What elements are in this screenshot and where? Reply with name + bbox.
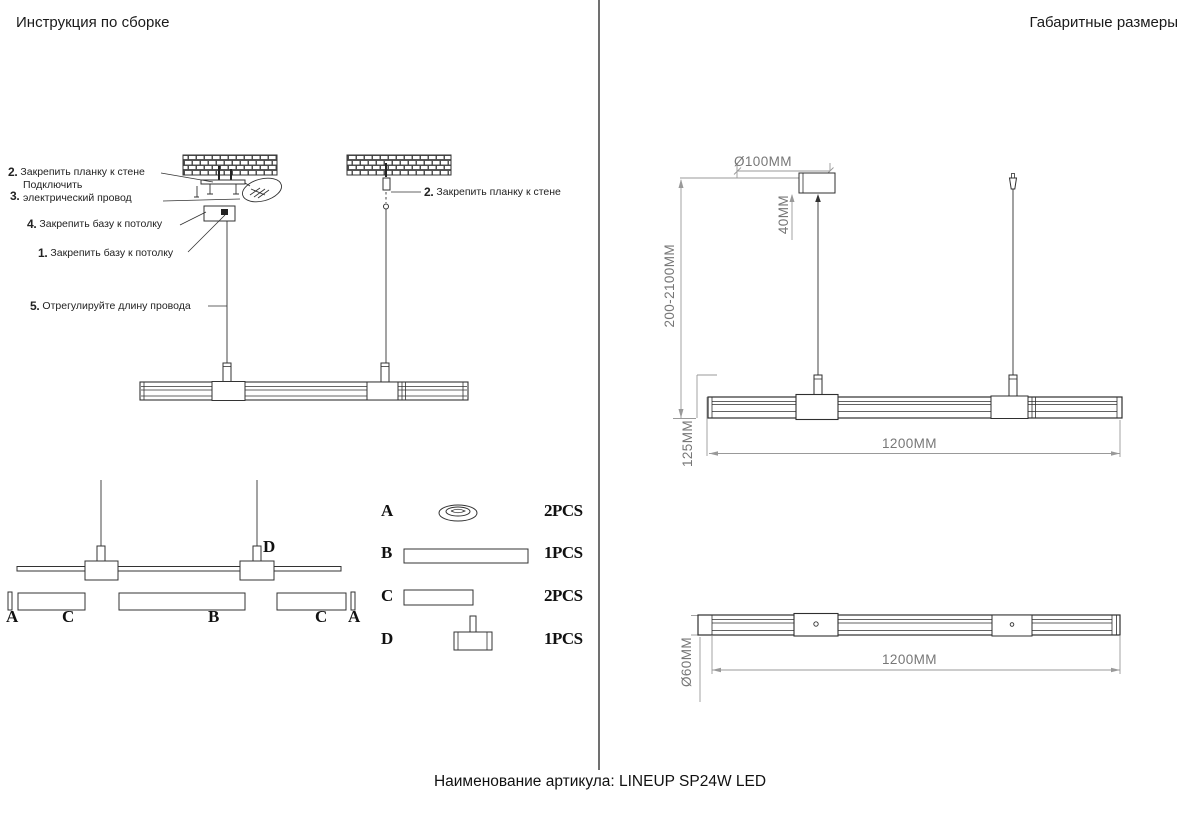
exploded-label-c-right: C <box>315 607 327 626</box>
dim-suspension-range: 200-2100MM <box>662 244 677 328</box>
wall-strip-hanger <box>383 178 390 363</box>
exploded-label-a-right: A <box>348 607 360 626</box>
parts-row-d-letter: D <box>381 629 393 648</box>
parts-list-shapes <box>404 505 528 650</box>
dim-canopy-diameter: Ø100MM <box>734 154 792 169</box>
step-text: Закрепить базу к потолку <box>50 247 174 259</box>
fixture-exploded-view <box>8 480 355 610</box>
step-label-4 <box>27 218 162 231</box>
step-label-3 <box>10 179 155 204</box>
pendant-bar-bottom <box>698 614 1120 637</box>
parts-row-c-qty: 2PCS <box>544 586 583 605</box>
page-title-right: Габаритные размеры <box>1029 14 1178 31</box>
cable-gripper <box>1010 174 1017 190</box>
parts-row-b-letter: B <box>381 543 392 562</box>
step-number: 1. <box>38 246 48 260</box>
part-a-ring-shape <box>439 505 477 521</box>
part-d-shape <box>454 616 492 650</box>
part-c-bar-left <box>18 593 85 610</box>
step-label-1 <box>38 247 173 260</box>
dim-length-top: 1200MM <box>882 436 937 451</box>
step-number: 3. <box>10 189 20 203</box>
step-text: Закрепить планку к стене <box>20 166 145 178</box>
article-name: Наименование артикула: LINEUP SP24W LED <box>433 773 767 790</box>
step-label-2b <box>424 186 561 199</box>
step-number: 4. <box>27 217 37 231</box>
part-c-shape <box>404 590 473 605</box>
part-b-shape <box>404 549 528 563</box>
wire-connection-detail <box>240 174 284 206</box>
dimensioned-fixture <box>698 173 1122 636</box>
step-label-5 <box>30 300 191 313</box>
ceiling-canopy <box>799 173 835 193</box>
part-b-bar <box>119 593 245 610</box>
ceiling-base <box>204 206 235 221</box>
parts-row-b-qty: 1PCS <box>544 543 583 562</box>
dim-drop-offset: 125MM <box>680 420 695 468</box>
dim-canopy-height: 40MM <box>776 195 791 235</box>
mounting-plate <box>194 180 245 197</box>
step-number: 2. <box>8 165 18 179</box>
parts-row-a-letter: A <box>381 501 393 520</box>
part-c-bar-right <box>277 593 346 610</box>
leader-lines <box>161 173 421 306</box>
parts-row-c-letter: C <box>381 586 393 605</box>
exploded-label-c-left: C <box>62 607 74 626</box>
page-title-left: Инструкция по сборке <box>16 14 170 31</box>
dim-profile-diameter: Ø60MM <box>679 637 694 688</box>
fixture-front-view <box>140 363 468 401</box>
exploded-label-d: D <box>263 537 275 556</box>
parts-row-d-qty: 1PCS <box>544 629 583 648</box>
step-text: Подключить электрический провод <box>23 179 132 204</box>
step-text: Отрегулируйте длину провода <box>42 300 191 312</box>
parts-row-a-qty: 2PCS <box>544 501 583 520</box>
step-number: 5. <box>30 299 40 313</box>
step-text: Закрепить планку к стене <box>436 186 561 198</box>
dim-length-bottom: 1200MM <box>882 652 937 667</box>
step-number: 2. <box>424 185 434 199</box>
step-label-2 <box>8 166 145 179</box>
ceiling-hatch-right <box>347 155 451 175</box>
pendant-bar-front <box>708 375 1122 420</box>
exploded-label-b: B <box>208 607 219 626</box>
step-text: Закрепить базу к потолку <box>39 218 163 230</box>
exploded-label-a-left: A <box>6 607 18 626</box>
